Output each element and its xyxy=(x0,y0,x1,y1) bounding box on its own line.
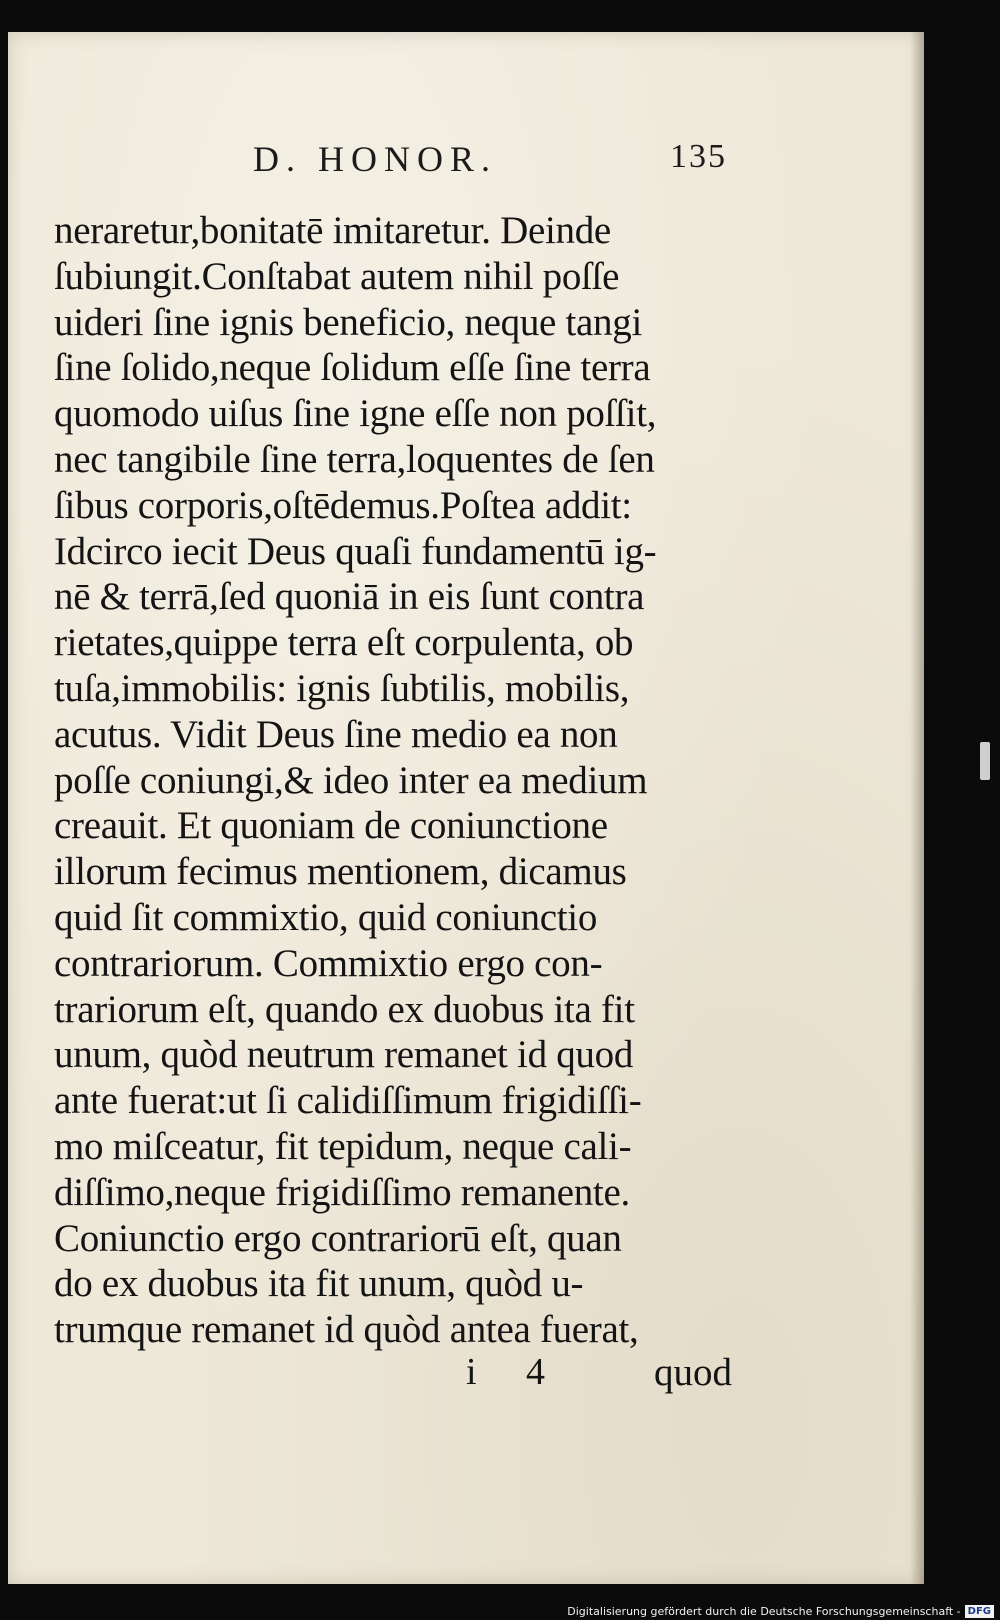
text-line: trumque remanet id quòd antea fuerat, xyxy=(54,1308,639,1352)
text-line: creauit. Et quoniam de coniunctione xyxy=(54,804,608,848)
text-line: quid ſit commixtio, quid coniunctio xyxy=(54,895,598,939)
text-line: do ex duobus ita fit unum, quòd u- xyxy=(54,1262,584,1306)
dfg-logo: DFG xyxy=(965,1605,994,1618)
text-line: mo miſceatur, fit tepidum, neque cali- xyxy=(54,1124,632,1168)
running-head xyxy=(8,138,924,188)
signature-row xyxy=(8,1350,924,1400)
text-line: uideri ſine ignis beneficio, neque tangi xyxy=(54,300,642,344)
text-line: Coniunctio ergo contrariorū eſt, quan xyxy=(54,1216,622,1260)
text-line: nē & terrā,ſed quoniā in eis ſunt contra xyxy=(54,575,645,619)
text-line: diſſimo,neque frigidiſſimo remanente. xyxy=(54,1170,630,1214)
book-page xyxy=(8,32,924,1584)
text-line: ſubiungit.Conſtabat autem nihil poſſe xyxy=(54,254,620,298)
digitization-credit xyxy=(567,1605,994,1618)
page-number: 135 xyxy=(670,138,727,175)
body-text xyxy=(54,208,754,1353)
text-line: quomodo uiſus ſine igne eſſe non poſſit, xyxy=(54,392,657,436)
credit-text: Digitalisierung gefördert durch die Deutsche Forschungsgemeinschaft - xyxy=(567,1605,961,1618)
text-line: poſſe coniungi,& ideo inter ea medium xyxy=(54,758,648,802)
text-line: trariorum eſt, quando ex duobus ita fit xyxy=(54,987,635,1031)
page-edge-marker xyxy=(980,742,990,780)
text-line: tuſa,immobilis: ignis ſubtilis, mobilis, xyxy=(54,666,630,710)
text-line: ante fuerat:ut ſi calidiſſimum frigidiſſi- xyxy=(54,1079,642,1123)
text-line: acutus. Vidit Deus ſine medio ea non xyxy=(54,712,618,756)
text-line: Idcirco iecit Deus quaſi fundamentū ig- xyxy=(54,529,657,573)
running-head-title: D. HONOR. xyxy=(253,139,498,179)
text-line: rietates,quippe terra eſt corpulenta, ob xyxy=(54,621,634,665)
text-line: ſine ſolido,neque ſolidum eſſe ſine terra xyxy=(54,346,651,390)
text-line: nec tangibile ſine terra,loquentes de ſen xyxy=(54,437,655,481)
text-line: neraretur,bonitatē imitaretur. Deinde xyxy=(54,209,611,252)
catchword: quod xyxy=(654,1351,732,1394)
text-line: illorum fecimus mentionem, dicamus xyxy=(54,850,627,894)
text-line: ſibus corporis,oſtēdemus.Poſtea addit: xyxy=(54,483,632,527)
text-line: unum, quòd neutrum remanet id quod xyxy=(54,1033,634,1077)
signature-mark: i 4 xyxy=(466,1351,566,1393)
text-line: contrariorum. Commixtio ergo con- xyxy=(54,941,603,985)
